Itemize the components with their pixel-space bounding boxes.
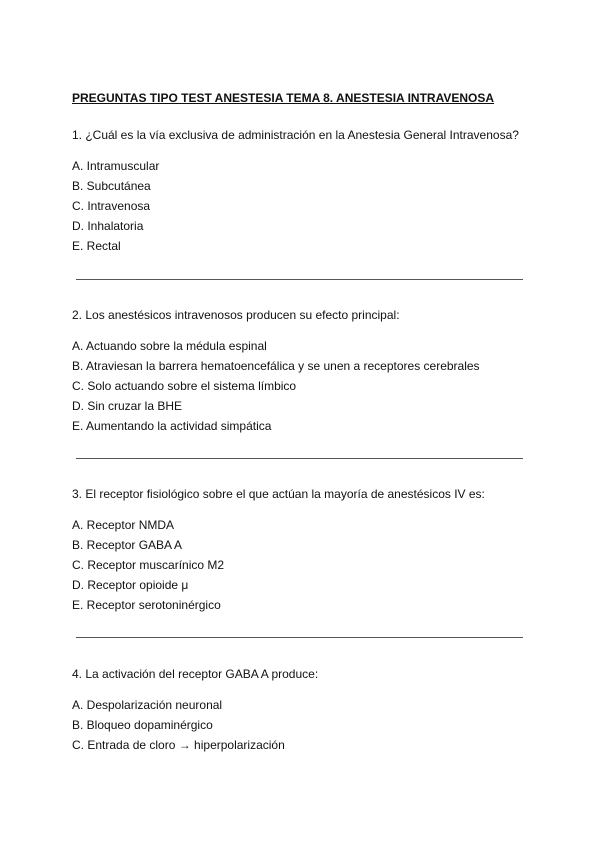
question-2-option-c: C. Solo actuando sobre el sistema límbico — [72, 379, 297, 393]
question-1 — [72, 128, 542, 259]
question-4-text: 4. La activación del receptor GABA A produce: — [72, 667, 319, 681]
question-4 — [72, 667, 542, 758]
question-3-option-b: B. Receptor GABA A — [72, 538, 183, 552]
question-3-options — [72, 518, 542, 618]
question-2-option-a: A. Actuando sobre la médula espinal — [72, 339, 267, 353]
question-4-option-c: C. Entrada de cloro → hiperpolarización — [72, 738, 285, 752]
question-1-options — [72, 159, 542, 259]
divider-3 — [76, 637, 523, 638]
question-4-option-b: B. Bloqueo dopaminérgico — [72, 718, 213, 732]
question-2-option-d: D. Sin cruzar la BHE — [72, 399, 183, 413]
question-1-option-d: D. Inhalatoria — [72, 219, 144, 233]
question-2-text: 2. Los anestésicos intravenosos producen su efecto principal: — [72, 308, 400, 322]
question-2-options — [72, 339, 542, 439]
question-2-option-e: E. Aumentando la actividad simpática — [72, 419, 272, 433]
question-2-option-b: B. Atraviesan la barrera hematoencefálica y se unen a receptores cerebrales — [72, 359, 480, 373]
divider-2 — [76, 458, 523, 459]
question-3-option-d: D. Receptor opioide μ — [72, 578, 189, 592]
document-title: PREGUNTAS TIPO TEST ANESTESIA TEMA 8. ANESTESIA INTRAVENOSA — [72, 91, 495, 105]
question-3-text: 3. El receptor fisiológico sobre el que actúan la mayoría de anestésicos IV es: — [72, 487, 485, 501]
question-1-option-a: A. Intramuscular — [72, 159, 160, 173]
question-1-option-c: C. Intravenosa — [72, 199, 151, 213]
question-3-option-a: A. Receptor NMDA — [72, 518, 175, 532]
question-1-option-b: B. Subcutánea — [72, 179, 151, 193]
question-2 — [72, 308, 542, 439]
divider-1 — [76, 279, 523, 280]
question-4-options — [72, 698, 542, 758]
question-1-option-e: E. Rectal — [72, 239, 121, 253]
question-3-option-c: C. Receptor muscarínico M2 — [72, 558, 225, 572]
question-4-option-a: A. Despolarización neuronal — [72, 698, 223, 712]
question-1-text: 1. ¿Cuál es la vía exclusiva de administración en la Anestesia General Intravenosa? — [72, 128, 519, 142]
question-3 — [72, 487, 542, 618]
question-3-option-e: E. Receptor serotoninérgico — [72, 598, 221, 612]
